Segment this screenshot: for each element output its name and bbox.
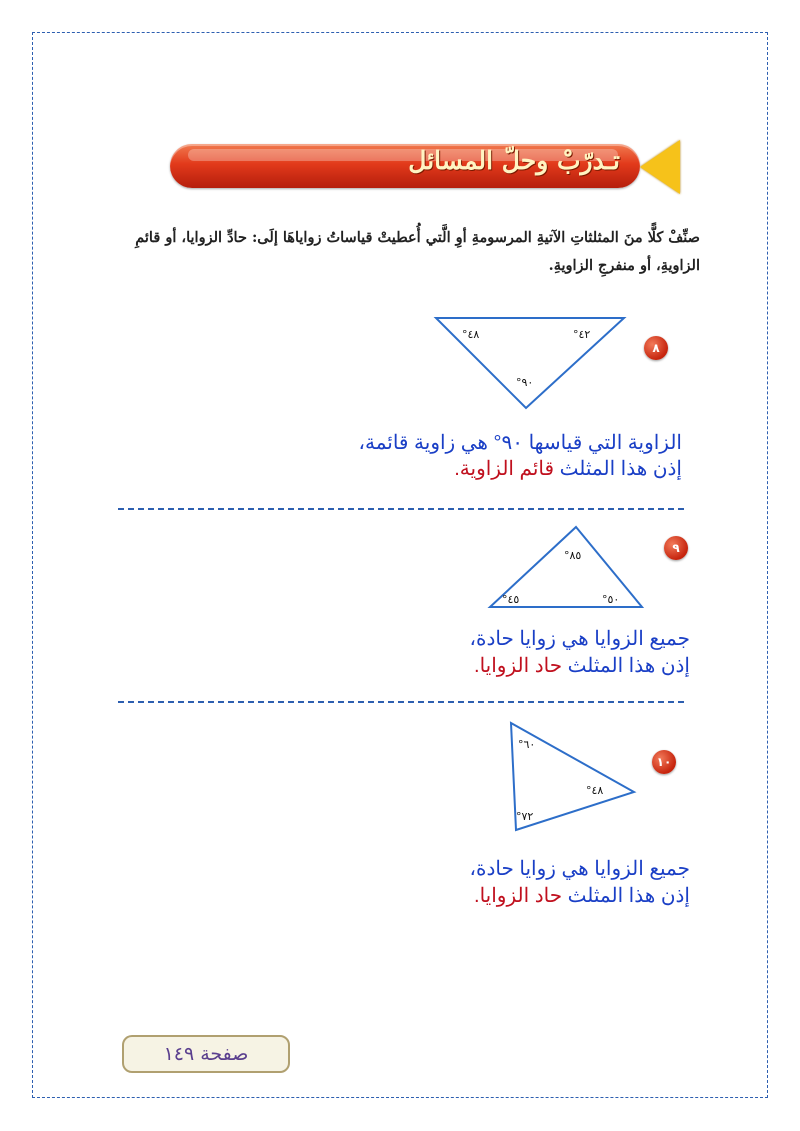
answer-prefix: إذن هذا المثلث (554, 458, 682, 480)
answer-line: جميع الزوايا هي زوايا حادة، (469, 628, 690, 650)
answer-conclusion (122, 456, 682, 482)
answer-line: الزاوية التي قياسها ٩٠° هي زاوية قائمة، (358, 432, 682, 454)
answer-conclusion (130, 883, 690, 909)
answer-prefix: إذن هذا المثلث (562, 655, 690, 677)
section-banner (170, 140, 680, 194)
answer-classification: حاد الزوايا. (474, 655, 563, 677)
exercise-instructions: صنِّفْ كلًّا منَ المثلثاتِ الآتيةِ المرسومةِ أوِ الَّتي أُعطيتْ قياساتُ زواياهَا إلَى: حادِّ الزوايا، أو قائمِ الزاويةِ، أو منفرجِ الزاويةِ. (135, 229, 700, 274)
angle-label: °٤٨ (462, 328, 480, 341)
divider (118, 701, 684, 703)
triangle-diagram (430, 314, 630, 414)
problem-number-badge: ٨ (644, 336, 668, 360)
answer-line: جميع الزوايا هي زوايا حادة، (469, 858, 690, 880)
angle-label: °٤٨ (586, 784, 604, 797)
angle-label: °٤٥ (502, 593, 520, 606)
problem-number-badge: ٩ (664, 536, 688, 560)
section-title: تـدرّبْ وحلّ المسائل (408, 146, 620, 175)
answer-classification: حاد الزوايا. (474, 885, 563, 907)
divider (118, 508, 684, 510)
answer-prefix: إذن هذا المثلث (562, 885, 690, 907)
angle-label: °٩٠ (516, 376, 534, 389)
problem-number-badge: ١٠ (652, 750, 676, 774)
triangle-diagram (488, 525, 648, 611)
angle-label: °٥٠ (602, 593, 620, 606)
answer-conclusion (130, 653, 690, 679)
answer-classification: قائم الزاوية. (454, 458, 555, 480)
angle-label: °٨٥ (564, 549, 582, 562)
triangle-diagram (508, 720, 638, 834)
angle-label: °٧٢ (516, 810, 534, 823)
page-number: صفحة ١٤٩ (163, 1043, 249, 1065)
angle-label: °٤٢ (573, 328, 591, 341)
page-number-box (122, 1035, 290, 1073)
angle-label: °٦٠ (518, 738, 536, 751)
arrow-icon (640, 140, 680, 194)
